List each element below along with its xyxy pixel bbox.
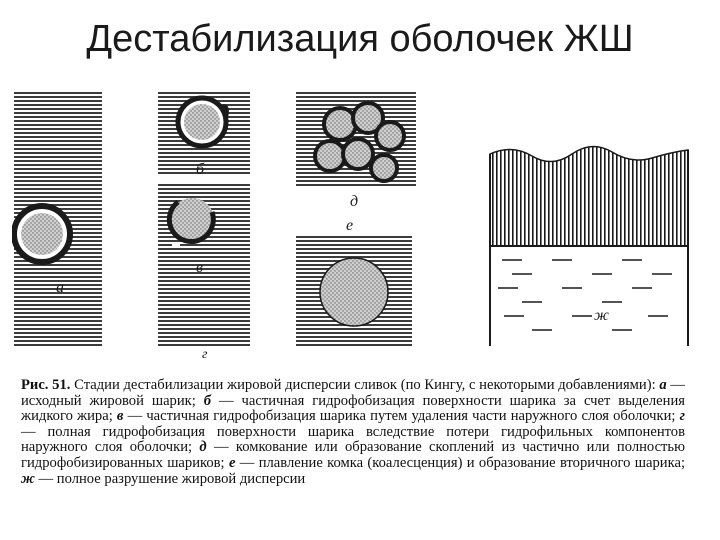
caption-segment: ж [21,470,35,487]
caption-segment: Стадии дестабилизации жировой дисперсии сливок (по Кингу, с некоторыми добавлениями): [70,377,660,393]
slide-title: Дестабилизация оболочек ЖШ [86,18,634,60]
caption-segment: — частичная гидрофобизация поверхности шарика за счет выделения жидкого жира; [21,392,685,425]
caption-segment: — плавление комка (коалесценция) и образование вторичного шарика; [235,454,686,471]
caption-segment: е [228,454,236,471]
fat-globule-diagram [12,84,712,364]
globule-a [14,206,70,262]
caption-segment: б [203,392,212,409]
globule-b [178,98,229,146]
panel-label-b: б [196,161,205,178]
phase-separation-zh [490,146,688,346]
panel-label-v: в [196,259,203,276]
caption-segment: д [199,439,207,456]
panel-label-e: е [346,217,354,234]
caption-segment: Рис. 51. [21,377,71,393]
panel-label-g: г [202,347,208,362]
caption-segment: — частичная гидрофобизация шарика путем удаления части наружного слоя оболочки; [123,408,680,425]
panel-label-zh: ж [594,307,609,324]
caption-segment: в [116,408,124,425]
panel-label-a: а [56,279,64,296]
caption-segment: а [659,377,667,393]
panel-label-d: д [350,193,359,210]
caption-segment: г [679,408,685,425]
globule-g [320,258,388,326]
caption-segment: — исходный жировой шарик; [21,377,685,409]
figure-caption [21,378,685,487]
caption-segment: — комкование или образование скоплений из частично или полностью гидрофобизированных шариков; [21,439,685,471]
caption-segment: — полная гидрофобизация поверхности шарика вследствие потери гидрофильных компонентов наружного слоя оболочки; [21,423,685,456]
caption-segment: — полное разрушение жировой дисперсии [34,470,306,487]
